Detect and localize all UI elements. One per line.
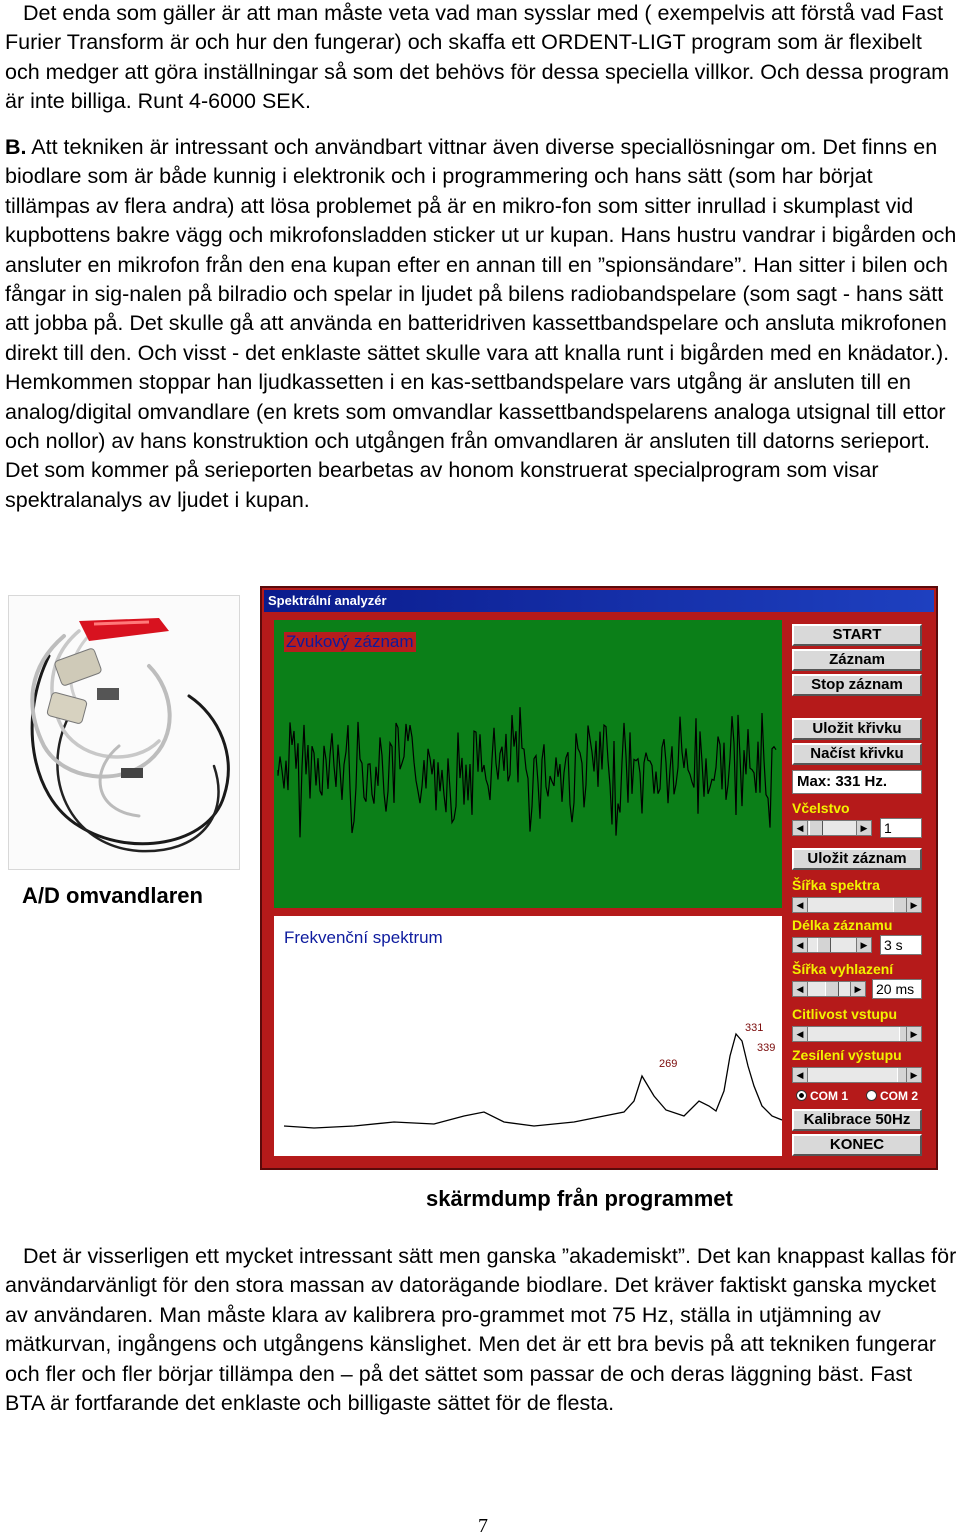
output-gain-scrollbar[interactable] <box>792 1067 922 1083</box>
waveform-label: Zvukový záznam <box>286 632 414 651</box>
scroll-thumb[interactable] <box>825 982 839 996</box>
paragraph-b-text: Att tekniken är intressant och användbart vittnar även diverse speciallösningar om. Det finns en biodlare som är både kunnig i elektronik och i programmering och hans sätt (som har börjat tillämpas av flera andra) att lösa problemet på är en mikro-fon som sitter inrullad i skumplast vid kupbottens bakre vägg och mikrofonsladden sticker ut ur kupan. Hans hustru vandrar i bigården och ansluter en mikrofon från den ena kupan efter en annan till en ”spionsändare”. Han sitter i bilen och fångar in sig-nalen på bilradio och spelar in ljudet på bilens radiobandspelare (som sagt - hans sätt att jobba på. Det skulle gå att använda en batteridriven kassettbandspelare och ansluta mikrofonen direkt till den. Och visst - det enklaste sättet skulle vara att knalla runt i bigården med en knädator.). Hemkommen stoppar han ljudkassetten i en kas-settbandspelare vars utgång är ansluten till en analog/digital omvandlare (en krets som omvandlar kassettbandspelarens analoga utsignal till ettor och nollor) av hans konstruktion och utgången från omvandlaren är ansluten till datorns serieport. Det som kommer på serieporten bearbetas av honom konstruerat specialprogram som visar spektralanalys av ljudet i kupan. <box>5 135 957 512</box>
radio-selected-icon <box>796 1090 807 1101</box>
scroll-thumb[interactable] <box>817 938 831 952</box>
scroll-right-icon[interactable]: ▶ <box>856 821 871 835</box>
scroll-left-icon[interactable]: ◀ <box>793 938 808 952</box>
record-length-scrollbar[interactable] <box>792 937 872 953</box>
colony-scrollbar[interactable] <box>792 820 872 836</box>
smoothing-width-label: Šířka vyhlazení <box>792 961 894 977</box>
save-record-button[interactable]: Uložit záznam <box>792 848 922 870</box>
com1-label: COM 1 <box>810 1089 849 1103</box>
spectrum-curve <box>284 1034 782 1128</box>
photo-caption: A/D omvandlaren <box>22 883 203 908</box>
scroll-right-icon[interactable]: ▶ <box>856 938 871 952</box>
waveform-trace <box>278 707 776 837</box>
load-curve-button[interactable]: Načíst křivku <box>792 743 922 765</box>
spectrum-label: Frekvenční spektrum <box>284 928 443 947</box>
com1-radio[interactable] <box>796 1089 848 1103</box>
input-sensitivity-label: Citlivost vstupu <box>792 1006 898 1022</box>
record-button[interactable]: Záznam <box>792 649 922 671</box>
scroll-thumb[interactable] <box>809 821 823 835</box>
peak-label-269: 269 <box>659 1058 678 1070</box>
calibrate-button[interactable]: Kalibrace 50Hz <box>792 1109 922 1131</box>
paragraph-conclusion: Det är visserligen ett mycket intressant sätt men ganska ”akademiskt”. Det kan knappast kallas för användarvänligt för den stora massan av datorägande biodlare. Det kräver faktiskt ganska mycket av användaren. Man måste klara av kalibrera pro-grammet mot 75 Hz, ställa in utjämning av mätkurvan, ingångens och utgångens känslighet. Men det är ett bra bevis på att tekniken fungerar och fler och fler börjar tillämpa den – på det sättet som passar de och deras läggning bäst. Fast BTA är fortfarande det enklaste och billigaste sättet för de flesta. <box>5 1244 957 1416</box>
exit-button[interactable]: KONEC <box>792 1134 922 1156</box>
scroll-thumb[interactable] <box>893 898 907 912</box>
scroll-left-icon[interactable]: ◀ <box>793 1027 808 1041</box>
scroll-right-icon[interactable]: ▶ <box>906 1068 921 1082</box>
scroll-right-icon[interactable]: ▶ <box>906 898 921 912</box>
window-title: Spektrální analyzér <box>264 590 934 612</box>
scroll-right-icon[interactable]: ▶ <box>906 1027 921 1041</box>
ad-converter-photo <box>8 595 240 870</box>
max-frequency-readout: Max: 331 Hz. <box>792 770 922 794</box>
com2-radio[interactable] <box>866 1089 918 1103</box>
record-length-value[interactable]: 3 s <box>880 935 922 955</box>
stop-record-button[interactable]: Stop záznam <box>792 674 922 696</box>
scroll-left-icon[interactable]: ◀ <box>793 898 808 912</box>
radio-unselected-icon <box>866 1090 877 1101</box>
page-number: 7 <box>478 1515 488 1537</box>
peak-label-339: 339 <box>757 1042 776 1054</box>
spectrum-width-scrollbar[interactable] <box>792 897 922 913</box>
section-marker-b: B. <box>5 135 27 159</box>
smoothing-width-scrollbar[interactable] <box>792 981 866 997</box>
scroll-left-icon[interactable]: ◀ <box>793 821 808 835</box>
peak-label-331: 331 <box>745 1022 764 1034</box>
waveform-panel <box>274 620 782 908</box>
colony-value[interactable]: 1 <box>880 818 922 838</box>
spectrum-panel <box>274 916 782 1156</box>
scroll-left-icon[interactable]: ◀ <box>793 982 808 996</box>
scroll-left-icon[interactable]: ◀ <box>793 1068 808 1082</box>
input-sensitivity-scrollbar[interactable] <box>792 1026 922 1042</box>
save-curve-button[interactable]: Uložit křivku <box>792 718 922 740</box>
screenshot-caption: skärmdump från programmet <box>426 1186 733 1211</box>
spectrum-width-label: Šířka spektra <box>792 877 880 893</box>
com2-label: COM 2 <box>880 1089 919 1103</box>
paragraph-intro: Det enda som gäller är att man måste veta vad man sysslar med ( exempelvis att förstå vad Fast Furier Transform är och hur den fungerar) och skaffa ett ORDENT-LIGT program som är flexibelt och medger att göra inställningar så som det behövs för dessa speciella villkor. Och dessa program är inte billiga. Runt 4-6000 SEK. <box>5 1 950 114</box>
record-length-label: Délka záznamu <box>792 917 893 933</box>
colony-label: Včelstvo <box>792 800 850 816</box>
start-button[interactable]: START <box>792 624 922 646</box>
scroll-right-icon[interactable]: ▶ <box>850 982 865 996</box>
paragraph-b <box>5 133 957 515</box>
spectral-analyzer-window <box>260 586 938 1170</box>
output-gain-label: Zesílení výstupu <box>792 1047 902 1063</box>
smoothing-width-value[interactable]: 20 ms <box>872 979 922 999</box>
